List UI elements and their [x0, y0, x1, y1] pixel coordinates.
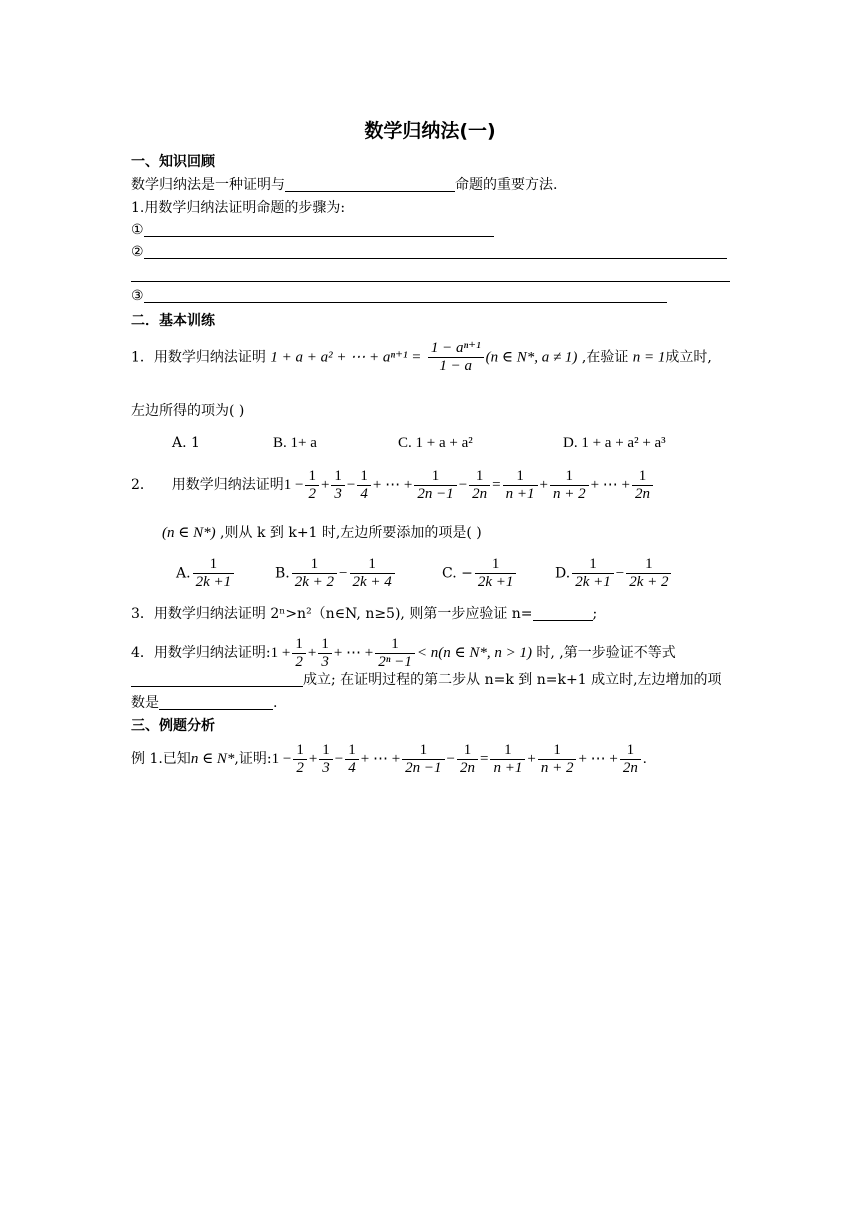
- q1-option-b[interactable]: B. 1+ a: [273, 435, 317, 451]
- q4-line-3-end: .: [273, 695, 278, 711]
- q4-line-2-text: 成立; 在证明过程的第二步从 n=k 到 n=k+1 成立时,左边增加的项: [303, 672, 722, 688]
- q1-frac-den: 1 − a: [428, 357, 484, 375]
- step-3-blank[interactable]: [144, 288, 667, 303]
- q1-condition: (n ∈ N*, a ≠ 1): [485, 349, 578, 366]
- q1-line-2: 左边所得的项为( ): [131, 403, 245, 419]
- q4-blank-1[interactable]: [131, 672, 303, 687]
- question-3: [131, 605, 597, 623]
- q1-frac-num: 1 − aⁿ⁺¹: [430, 340, 481, 356]
- q2-option-b[interactable]: B. $\frac{1}{2k + 2}$ − $\frac{1}{2k + 4}$: [275, 556, 397, 591]
- q1-option-c[interactable]: C. 1 + a + a²: [398, 435, 473, 451]
- q1-check: n = 1: [632, 349, 666, 366]
- q1-prefix: 用数学归纳法证明: [153, 349, 266, 366]
- q4-line-3-pre: 数是: [131, 695, 159, 711]
- q2-line-2: [162, 524, 482, 542]
- question-1: [131, 340, 712, 375]
- q2-option-c[interactable]: C. − $\frac{1}{2k +1}$: [442, 556, 518, 591]
- q2-option-d-label: D.: [555, 565, 571, 582]
- ex1-formula: 1 − $\frac{1}{2}$ + $\frac{1}{3}$ − $\frac{1}{4}$ + ⋯ + $\frac{1}{2n -1}$ − $\frac{1}{2n}$ = $\frac{1}{n +1}$ + $\frac{1}{n + 2}$ + ⋯ + $\frac{1}{2n}$ .: [271, 742, 647, 776]
- q4-blank-2[interactable]: [159, 695, 273, 710]
- q1-number: 1．: [131, 349, 154, 366]
- review-line-1: [131, 176, 557, 194]
- ex1-mid: ,证明:: [234, 750, 272, 767]
- step-1-blank[interactable]: [144, 222, 494, 237]
- q2-prefix: 用数学归纳法证明: [171, 476, 284, 493]
- q2-option-c-label: C. −: [442, 565, 473, 582]
- ex1-prefix: 例 1.已知: [131, 750, 191, 767]
- step-2-marker: ②: [131, 244, 144, 260]
- q2-formula: 1 − $\frac{1}{2}$ + $\frac{1}{3}$ − $\frac{1}{4}$ + ⋯ + $\frac{1}{2n -1}$ − $\frac{1}{2n}$ = $\frac{1}{n +1}$ + $\frac{1}{n + 2}$ + ⋯ + $\frac{1}{2n}$: [284, 477, 655, 493]
- q4-line-3: [131, 694, 277, 712]
- section-heading-training: 二．基本训练: [131, 313, 215, 329]
- q2-option-a[interactable]: A. $\frac{1}{2k +1}$: [176, 556, 236, 591]
- q1-fraction: [428, 340, 484, 375]
- question-4: [131, 636, 676, 671]
- fill-blank[interactable]: [285, 177, 455, 192]
- example-1: [131, 742, 647, 777]
- step-3-marker: ③: [131, 288, 144, 304]
- q4-prefix: 4．用数学归纳法证明:: [131, 644, 271, 661]
- step-3: [131, 287, 667, 305]
- review-line-2: 1.用数学归纳法证明命题的步骤为:: [131, 200, 346, 216]
- q2-option-b-label: B.: [275, 565, 290, 582]
- step-2-blank[interactable]: [144, 244, 727, 259]
- q3-end: ;: [592, 606, 598, 622]
- q1-option-a[interactable]: A. 1: [172, 435, 200, 451]
- q1-mid: ,在验证: [577, 349, 633, 366]
- q2-number: 2．: [131, 476, 154, 493]
- q2-condition: (n ∈ N*): [162, 525, 216, 541]
- review-text-post: 命题的重要方法.: [455, 177, 558, 193]
- q4-condition: < n(n ∈ N*, n > 1): [416, 644, 532, 661]
- q3-text: 3．用数学归纳法证明 2ⁿ>n²（n∈N, n≥5), 则第一步应验证 n=: [131, 606, 533, 622]
- page-title: 数学归纳法(一): [364, 120, 496, 142]
- question-2: [131, 468, 655, 503]
- step-1: [131, 221, 494, 239]
- step-1-marker: ①: [131, 222, 144, 238]
- q1-post: 成立时,: [665, 349, 712, 366]
- review-text-pre: 数学归纳法是一种证明与: [131, 177, 285, 193]
- q1-option-d[interactable]: D. 1 + a + a² + a³: [563, 435, 666, 451]
- section-heading-review: 一、知识回顾: [131, 154, 215, 170]
- q4-formula: 1 + $\frac{1}{2}$ + $\frac{1}{3}$ + ⋯ + $\frac{1}{\text{2ⁿ −1}}$: [271, 645, 417, 661]
- q4-line-2: [131, 671, 722, 689]
- section-heading-examples: 三、例题分析: [131, 718, 215, 734]
- q2-option-d[interactable]: D. $\frac{1}{2k +1}$ − $\frac{1}{2k + 2}$: [555, 556, 673, 591]
- q2-post: ,则从 k 到 k+1 时,左边所要添加的项是( ): [215, 525, 482, 541]
- q2-option-a-label: A.: [176, 565, 191, 582]
- q1-lhs: 1 + a + a² + ⋯ + aⁿ⁺¹ =: [270, 349, 422, 366]
- step-2-blank-continued[interactable]: [131, 281, 730, 282]
- q3-blank[interactable]: [533, 606, 593, 621]
- q4-post: 时, ,第一步验证不等式: [531, 644, 676, 661]
- ex1-condition: n ∈ N*: [190, 750, 235, 767]
- step-2: [131, 243, 727, 261]
